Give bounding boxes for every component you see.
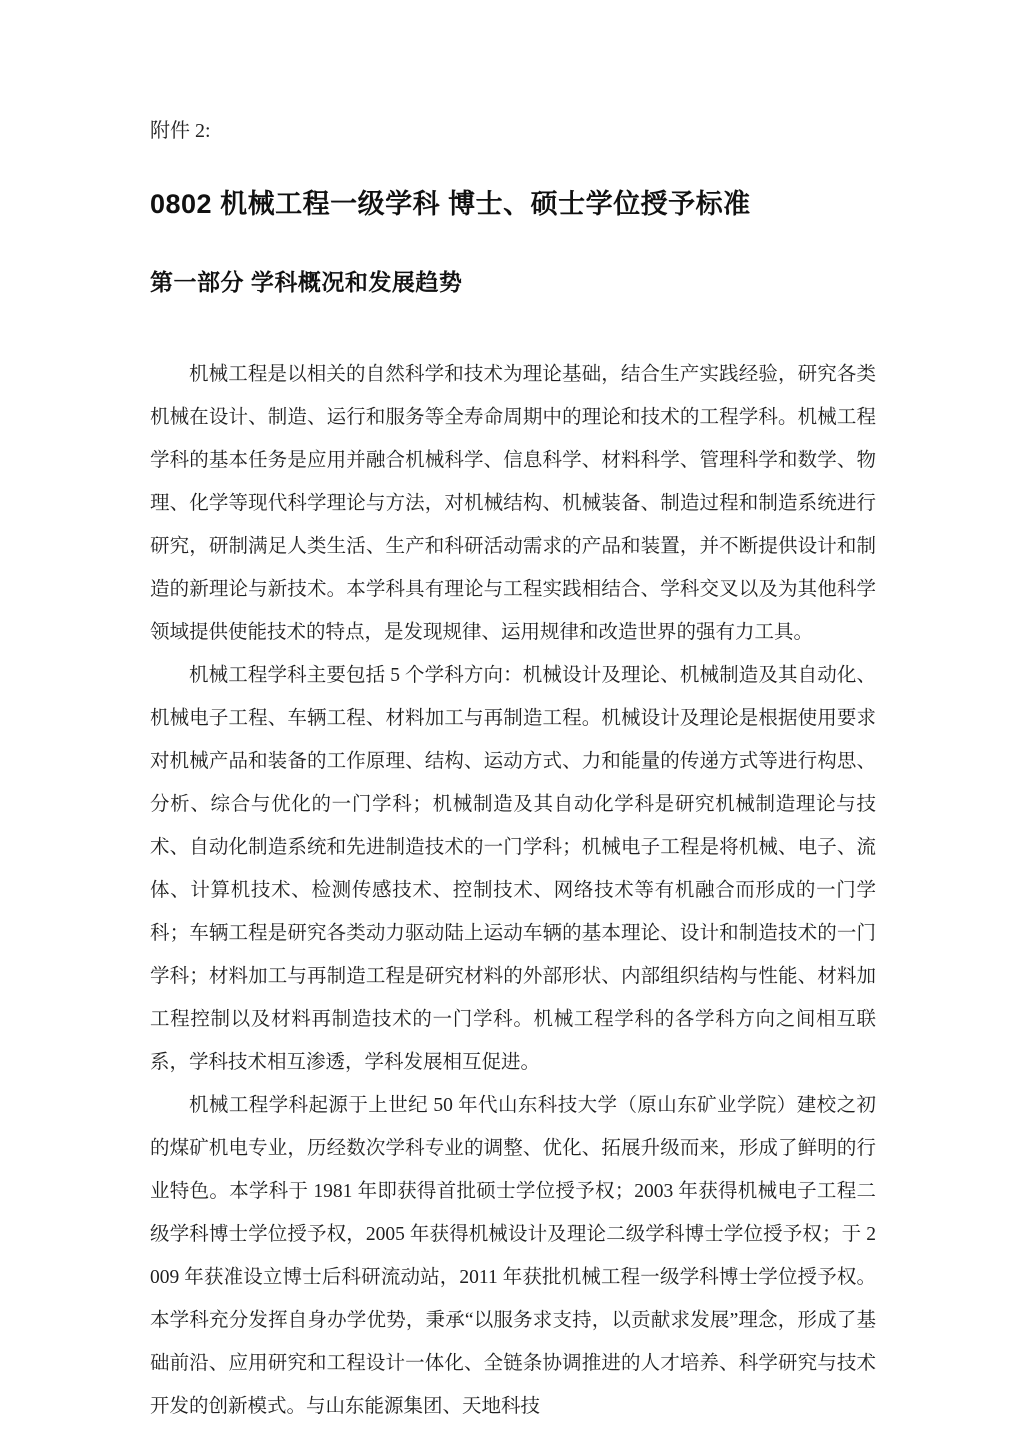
paragraph-history: 机械工程学科起源于上世纪 50 年代山东科技大学（原山东矿业学院）建校之初的煤矿机电专业，历经数次学科专业的调整、优化、拓展升级而来，形成了鲜明的行业特色。本学科于 1981 年即获得首批硕士学位授予权；2003 年获得机械电子工程二级学科博士学位授予权，2005 年获得机械设计及理论二级学科博士学位授予权；于 2009 年获准设立博士后科研流动站，2011 年获批机械工程一级学科博士学位授予权。本学科充分发挥自身办学优势，秉承“以服务求支持，以贡献求发展”理念，形成了基础前沿、应用研究和工程设计一体化、全链条协调推进的人才培养、科学研究与技术开发的创新模式。与山东能源集团、天地科技 xyxy=(150,1095,876,1417)
document-title: 0802 机械工程一级学科 博士、硕士学位授予标准 xyxy=(150,189,751,219)
paragraph-overview: 机械工程是以相关的自然科学和技术为理论基础，结合生产实践经验，研究各类机械在设计、制造、运行和服务等全寿命周期中的理论和技术的工程学科。机械工程学科的基本任务是应用并融合机械科学、信息科学、材料科学、管理科学和数学、物理、化学等现代科学理论与方法，对机械结构、机械装备、制造过程和制造系统进行研究，研制满足人类生活、生产和科研活动需求的产品和装置，并不断提供设计和制造的新理论与新技术。本学科具有理论与工程实践相结合、学科交叉以及为其他科学领域提供使能技术的特点，是发现规律、运用规律和改造世界的强有力工具。 xyxy=(150,364,876,643)
paragraph-directions: 机械工程学科主要包括 5 个学科方向：机械设计及理论、机械制造及其自动化、机械电子工程、车辆工程、材料加工与再制造工程。机械设计及理论是根据使用要求对机械产品和装备的工作原理、结构、运动方式、力和能量的传递方式等进行构思、分析、综合与优化的一门学科；机械制造及其自动化学科是研究机械制造理论与技术、自动化制造系统和先进制造技术的一门学科；机械电子工程是将机械、电子、流体、计算机技术、检测传感技术、控制技术、网络技术等有机融合而形成的一门学科；车辆工程是研究各类动力驱动陆上运动车辆的基本理论、设计和制造技术的一门学科；材料加工与再制造工程是研究材料的外部形状、内部组织结构与性能、材料加工程控制以及材料再制造技术的一门学科。机械工程学科的各学科方向之间相互联系，学科技术相互渗透，学科发展相互促进。 xyxy=(150,665,876,1073)
attachment-label: 附件 2: xyxy=(150,120,211,142)
section-heading: 第一部分 学科概况和发展趋势 xyxy=(150,269,463,295)
